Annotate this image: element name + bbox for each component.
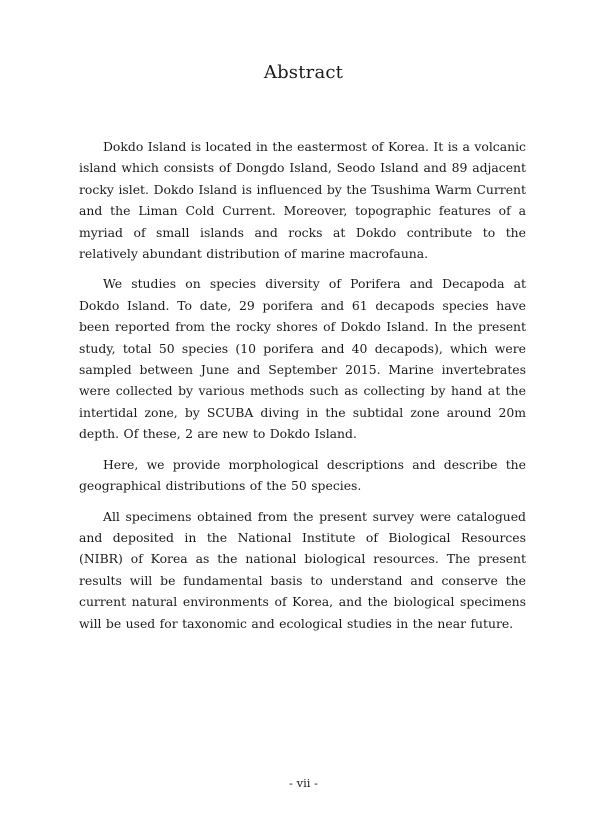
page-number: - vii - [289,776,318,790]
abstract-body [79,136,526,643]
abstract-paragraph-4: All specimens obtained from the present survey were catalogued and deposited in the National Institute of Biological Resources (NIBR) of Korea as the national biological resources. The present results will be fundamental basis to understand and conserve the current natural environments of Korea, and the biological specimens will be used for taxonomic and ecological studies in the near future. [79,508,526,631]
abstract-paragraph-1: Dokdo Island is located in the eastermost of Korea. It is a volcanic island which consists of Dongdo Island, Seodo Island and 89 adjacent rocky islet. Dokdo Island is influenced by the Tsushima Warm Current and the Liman Cold Current. Moreover, topographic features of a myriad of small islands and rocks at Dokdo contribute to the relatively abundant distribution of marine macrofauna. [79,139,526,262]
page-title: Abstract [263,62,344,83]
abstract-paragraph-2: We studies on species diversity of Porifera and Decapoda at Dokdo Island. To date, 29 porifera and 61 decapods species have been reported from the rocky shores of Dokdo Island. In the present study, total 50 species (10 porifera and 40 decapods), which were sampled between June and September 2015. Marine invertebrates were collected by various methods such as collecting by hand at the intertidal zone, by SCUBA diving in the subtidal zone around 20m depth. Of these, 2 are new to Dokdo Island. [79,276,526,442]
abstract-paragraph-3: Here, we provide morphological descriptions and describe the geographical distributions of the 50 species. [79,456,526,494]
